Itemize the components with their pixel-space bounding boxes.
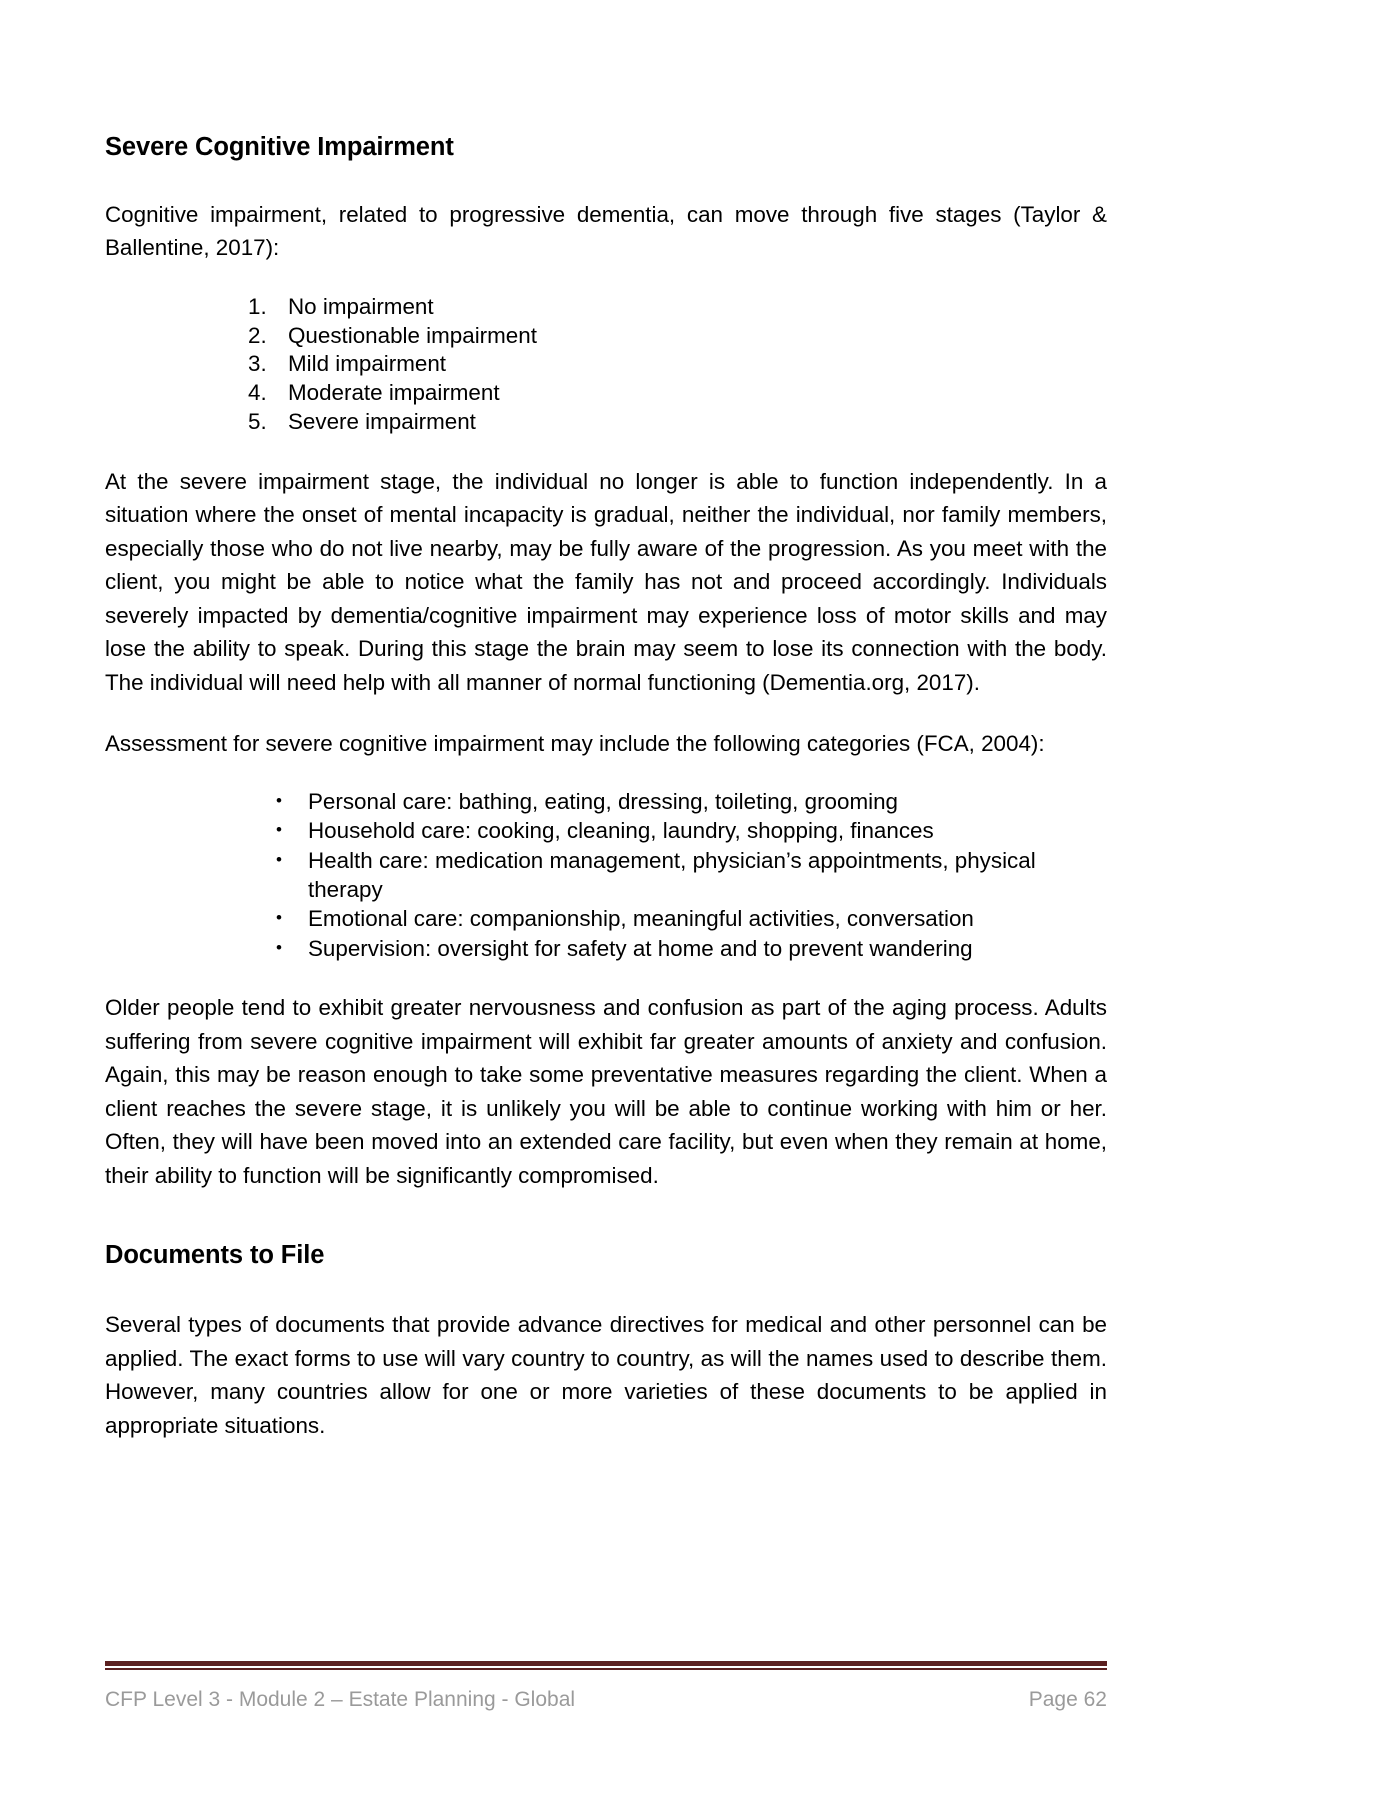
intro-paragraph: Cognitive impairment, related to progressive dementia, can move through five stages (Taylor & Ballentine, 2017): [105,201,1107,261]
assessment-categories-list [105,787,1107,963]
footer-row [105,1687,1107,1712]
page-content [105,132,1107,1470]
list-item: • Household care: cooking, cleaning, laundry, shopping, finances [270,816,1107,845]
assessment-lead-in-paragraph: Assessment for severe cognitive impairment may include the following categories (FCA, 2004): [105,731,1045,757]
footer-rule-thin [105,1668,1107,1670]
list-item: No impairment [288,293,434,319]
severe-stage-paragraph: At the severe impairment stage, the individual no longer is able to function independently. In a situation where the onset of mental incapacity is gradual, neither the individual, nor family members, especially those who do not live nearby, may be fully aware of the progression. As you meet with the client, you might be able to notice what the family has not and proceed accordingly. Individuals severely impacted by dementia/cognitive impairment may experience loss of motor skills and may lose the ability to speak. During this stage the brain may seem to lose its connection with the body. The individual will need help with all manner of normal functioning (Dementia.org, 2017). [105,468,1107,695]
documents-to-file-heading: Documents to File [105,1241,325,1270]
list-item: Mild impairment [288,351,447,377]
list-item: • Personal care: bathing, eating, dressing, toileting, grooming [270,787,1107,816]
list-item: Questionable impairment [288,322,537,348]
list-item: Severe impairment [288,409,476,435]
impairment-stages-list [105,293,1107,437]
page-number: Page 62 [1028,1687,1107,1711]
footer-course-title: CFP Level 3 - Module 2 – Estate Planning - Global [105,1687,576,1711]
list-item: Moderate impairment [288,380,500,406]
documents-to-file-paragraph: Several types of documents that provide advance directives for medical and other personnel can be applied. The exact forms to use will vary country to country, as will the names used to describe them. However, many countries allow for one or more varieties of these documents to be applied in appropriate situations. [105,1312,1107,1438]
page-title: Severe Cognitive Impairment [105,133,454,161]
page-footer [105,1661,1107,1712]
list-item: • Emotional care: companionship, meaningful activities, conversation [270,904,1107,933]
closing-paragraph: Older people tend to exhibit greater nervousness and confusion as part of the aging process. Adults suffering from severe cognitive impairment will exhibit far greater amounts of anxiety and confusion. Again, this may be reason enough to take some preventative measures regarding the client. When a client reaches the severe stage, it is unlikely you will be able to continue working with him or her. Often, they will have been moved into an extended care facility, but even when they remain at home, their ability to function will be significantly compromised. [105,995,1107,1188]
list-item: • Supervision: oversight for safety at home and to prevent wandering [270,934,1107,963]
list-item: • Health care: medication management, physician’s appointments, physical therapy [270,846,1107,905]
